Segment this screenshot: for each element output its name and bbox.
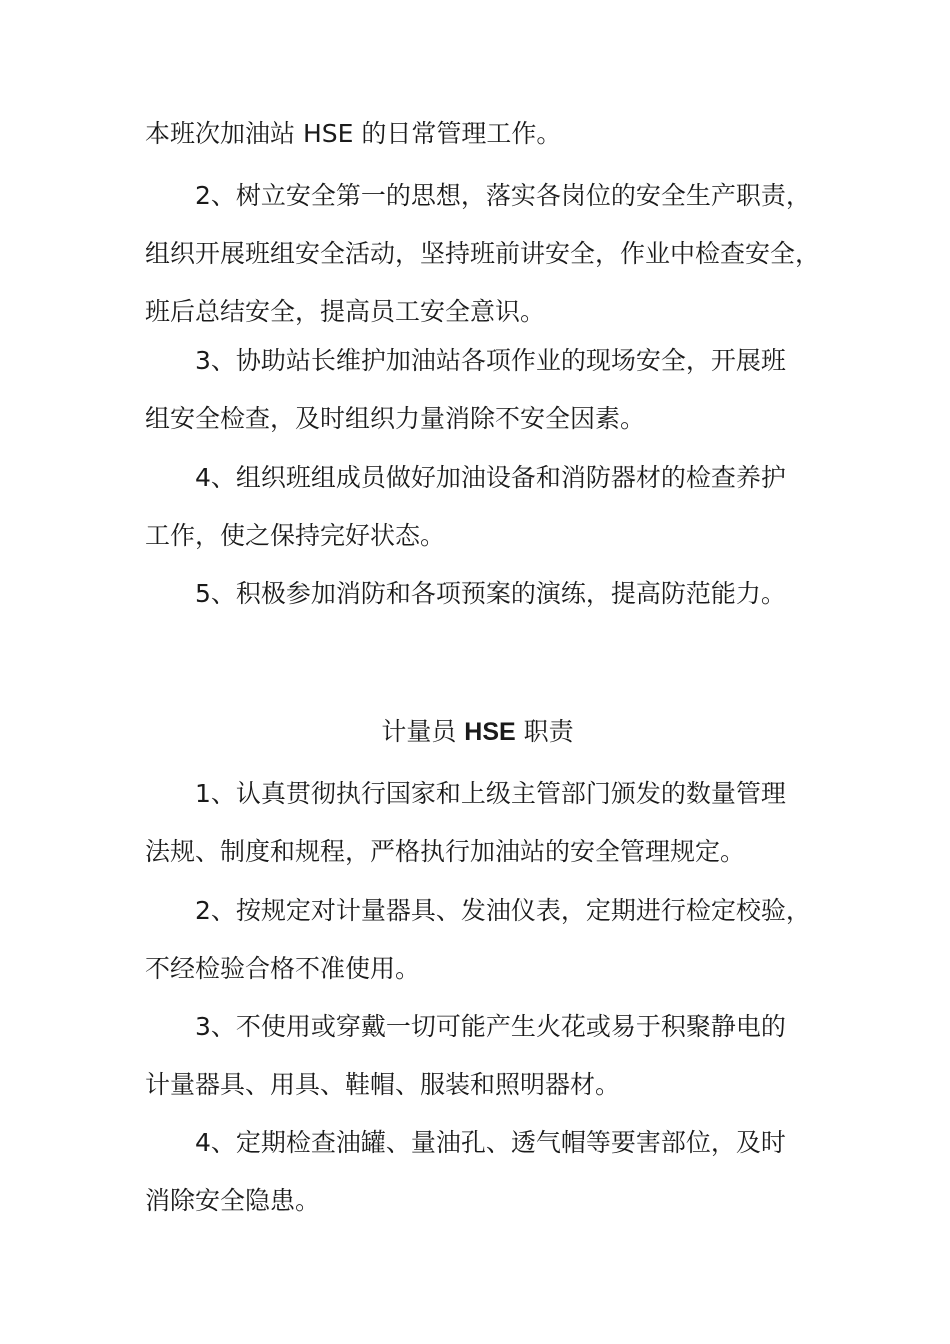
carryover-line: 本班次加油站 HSE 的日常管理工作。 [145,119,562,148]
section2-item-1 [145,778,810,868]
paragraph-line: 班后总结安全，提高员工安全意识。 [145,297,546,326]
section2-item-4 [145,1127,810,1217]
paragraph-line: 3、协助站长维护加油站各项作业的现场安全，开展班 [195,346,786,375]
paragraph-line: 5、积极参加消防和各项预案的演练，提高防范能力。 [195,579,786,608]
section1-item-4 [145,462,810,552]
paragraph-line: 4、组织班组成员做好加油设备和消防器材的检查养护 [195,463,786,492]
section2-item-3 [145,1011,810,1101]
paragraph-line: 计量器具、用具、鞋帽、服装和照明器材。 [145,1070,621,1099]
paragraph-line: 1、认真贯彻执行国家和上级主管部门颁发的数量管理 [195,779,786,808]
paragraph-line: 组安全检查，及时组织力量消除不安全因素。 [145,404,646,433]
paragraph-line: 工作，使之保持完好状态。 [145,521,446,550]
section1-item-5 [145,578,810,610]
title-hse: HSE [464,718,516,746]
paragraph-line: 不经检验合格不准使用。 [145,954,421,983]
title-prefix: 计量员 [381,717,465,746]
paragraph-line: 组织开展班组安全活动，坚持班前讲安全，作业中检查安全， [145,239,821,268]
paragraph-line: 法规、制度和规程，严格执行加油站的安全管理规定。 [145,837,746,866]
section-title [145,716,810,748]
paragraph-line: 3、不使用或穿戴一切可能产生火花或易于积聚静电的 [195,1012,786,1041]
title-suffix: 职责 [515,717,574,746]
paragraph-line: 4、定期检查油罐、量油孔、透气帽等要害部位，及时 [195,1128,786,1157]
paragraph-line: 2、树立安全第一的思想，落实各岗位的安全生产职责， [195,181,811,210]
section1-item-2 [145,180,821,328]
section1-item-3 [145,345,810,435]
paragraph-line: 2、按规定对计量器具、发油仪表，定期进行检定校验， [195,896,811,925]
section2-item-2 [145,895,810,985]
paragraph-line: 消除安全隐患。 [145,1186,321,1215]
